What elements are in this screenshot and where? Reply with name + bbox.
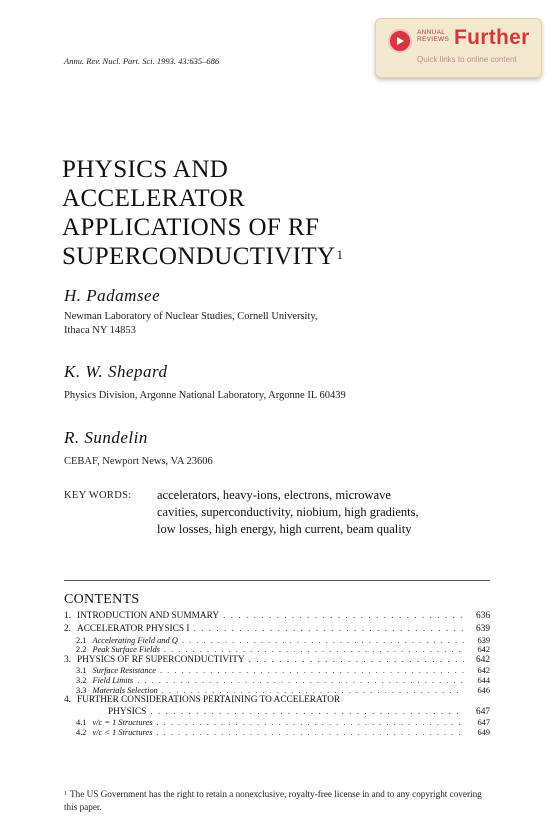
keywords-line: accelerators, heavy-ions, electrons, microwave <box>157 488 391 502</box>
toc-entry[interactable] <box>64 666 490 676</box>
toc-entry-page: 644 <box>477 676 490 685</box>
toc-entry[interactable] <box>64 695 490 706</box>
footnote-text: The US Government has the right to retain a nonexclusive, royalty-free license in and to any copyright covering this paper. <box>64 789 482 812</box>
keywords-label: KEY WORDS: <box>64 490 132 501</box>
toc-entry-title: ACCELERATOR PHYSICS I <box>76 624 190 635</box>
title-line: SUPERCONDUCTIVITY <box>62 243 336 270</box>
toc-leader-dots <box>223 611 464 622</box>
toc-leader-dots <box>162 686 464 696</box>
toc-entry-number: 2. <box>64 624 71 635</box>
title-line: APPLICATIONS OF RF <box>62 214 320 241</box>
table-of-contents <box>64 611 490 737</box>
toc-entry-number: 3.3 <box>76 685 87 695</box>
toc-entry-page: 639 <box>477 635 490 645</box>
toc-entry-page: 642 <box>476 655 490 665</box>
toc-entry[interactable] <box>64 686 490 696</box>
author-affiliation <box>64 455 464 469</box>
toc-leader-dots <box>150 707 464 718</box>
toc-leader-dots <box>249 655 464 666</box>
author-name: R. Sundelin <box>64 428 148 447</box>
play-circle-icon <box>388 29 412 53</box>
toc-entry-title: PHYSICS OF RF SUPERCONDUCTIVITY <box>76 655 245 665</box>
toc-entry[interactable] <box>64 624 490 635</box>
badge-brand-small: ANNUAL REVIEWS <box>417 29 450 43</box>
toc-leader-dots <box>160 666 464 676</box>
toc-entry-page: 647 <box>476 706 490 717</box>
annual-reviews-further-badge[interactable] <box>375 18 542 78</box>
toc-entry-page: 636 <box>476 611 490 621</box>
toc-entry-number: 4.2 <box>76 727 87 737</box>
toc-entry-number: 3.1 <box>76 666 87 676</box>
toc-entry[interactable] <box>64 718 490 728</box>
title-footnote-mark: 1 <box>336 247 344 262</box>
toc-entry-page: 642 <box>477 666 490 676</box>
contents-heading: CONTENTS <box>64 592 140 607</box>
author-affiliation <box>64 389 464 403</box>
author-name: K. W. Shepard <box>64 362 168 381</box>
toc-entry-number: 1. <box>64 611 71 621</box>
toc-leader-dots <box>182 636 464 646</box>
toc-leader-dots <box>193 624 464 635</box>
footnote <box>64 788 494 813</box>
toc-entry-title: PHYSICS <box>108 706 147 717</box>
section-divider <box>64 580 490 581</box>
toc-entry-number: 4. <box>64 695 71 706</box>
badge-subtitle: Quick links to online content <box>417 55 517 64</box>
toc-entry-title: INTRODUCTION AND SUMMARY <box>76 611 220 621</box>
toc-entry-title: Materials Selection <box>92 685 158 695</box>
title-line: ACCELERATOR <box>62 185 246 212</box>
keywords-line: cavities, superconductivity, niobium, high gradients, <box>157 505 419 519</box>
keywords-list <box>157 487 497 538</box>
toc-entry-title: v/c < 1 Structures <box>92 727 153 737</box>
author-name: H. Padamsee <box>64 286 161 305</box>
toc-entry[interactable] <box>64 707 490 718</box>
toc-entry-number: 2.1 <box>76 635 87 645</box>
toc-entry-page: 642 <box>477 645 490 655</box>
toc-entry-page: 649 <box>477 727 490 737</box>
toc-entry-title: v/c = 1 Structures <box>92 718 153 727</box>
toc-entry-page: 647 <box>477 718 490 727</box>
toc-entry-title: Peak Surface Fields <box>92 645 160 655</box>
toc-entry-page: 639 <box>476 624 490 635</box>
toc-leader-dots <box>137 676 464 686</box>
toc-entry-title: Field Limits <box>92 676 134 685</box>
title-line: PHYSICS AND <box>62 156 229 183</box>
toc-entry[interactable] <box>64 728 490 738</box>
footnote-mark: 1 <box>64 791 67 797</box>
toc-entry-title: Accelerating Field and Q <box>92 635 178 645</box>
affiliation-line: Ithaca NY 14853 <box>64 325 136 336</box>
toc-entry-title: Surface Resistance <box>92 666 156 676</box>
toc-entry-page: 646 <box>477 685 490 695</box>
affiliation-line: Newman Laboratory of Nuclear Studies, Cornell University, <box>64 311 318 322</box>
badge-brand-big: Further <box>454 26 530 49</box>
toc-leader-dots <box>164 645 464 655</box>
affiliation-line: CEBAF, Newport News, VA 23606 <box>64 456 213 467</box>
toc-leader-dots <box>156 718 464 728</box>
journal-reference: Annu. Rev. Nucl. Part. Sci. 1993. 43:635–686 <box>64 56 220 66</box>
paper-title <box>62 155 482 271</box>
toc-entry[interactable] <box>64 676 490 686</box>
toc-leader-dots <box>156 728 464 738</box>
affiliation-line: Physics Division, Argonne National Laboratory, Argonne IL 60439 <box>64 390 346 401</box>
toc-entry[interactable] <box>64 645 490 655</box>
toc-entry-number: 3. <box>64 655 71 665</box>
toc-entry-number: 4.1 <box>76 718 87 727</box>
author-affiliation <box>64 310 464 338</box>
toc-entry[interactable] <box>64 611 490 622</box>
toc-entry-number: 3.2 <box>76 676 87 685</box>
keywords-line: low losses, high energy, high current, beam quality <box>157 522 412 536</box>
toc-entry[interactable] <box>64 636 490 646</box>
toc-entry[interactable] <box>64 655 490 666</box>
toc-entry-number: 2.2 <box>76 645 87 655</box>
toc-entry-title: FURTHER CONSIDERATIONS PERTAINING TO ACCELERATOR <box>76 695 341 706</box>
